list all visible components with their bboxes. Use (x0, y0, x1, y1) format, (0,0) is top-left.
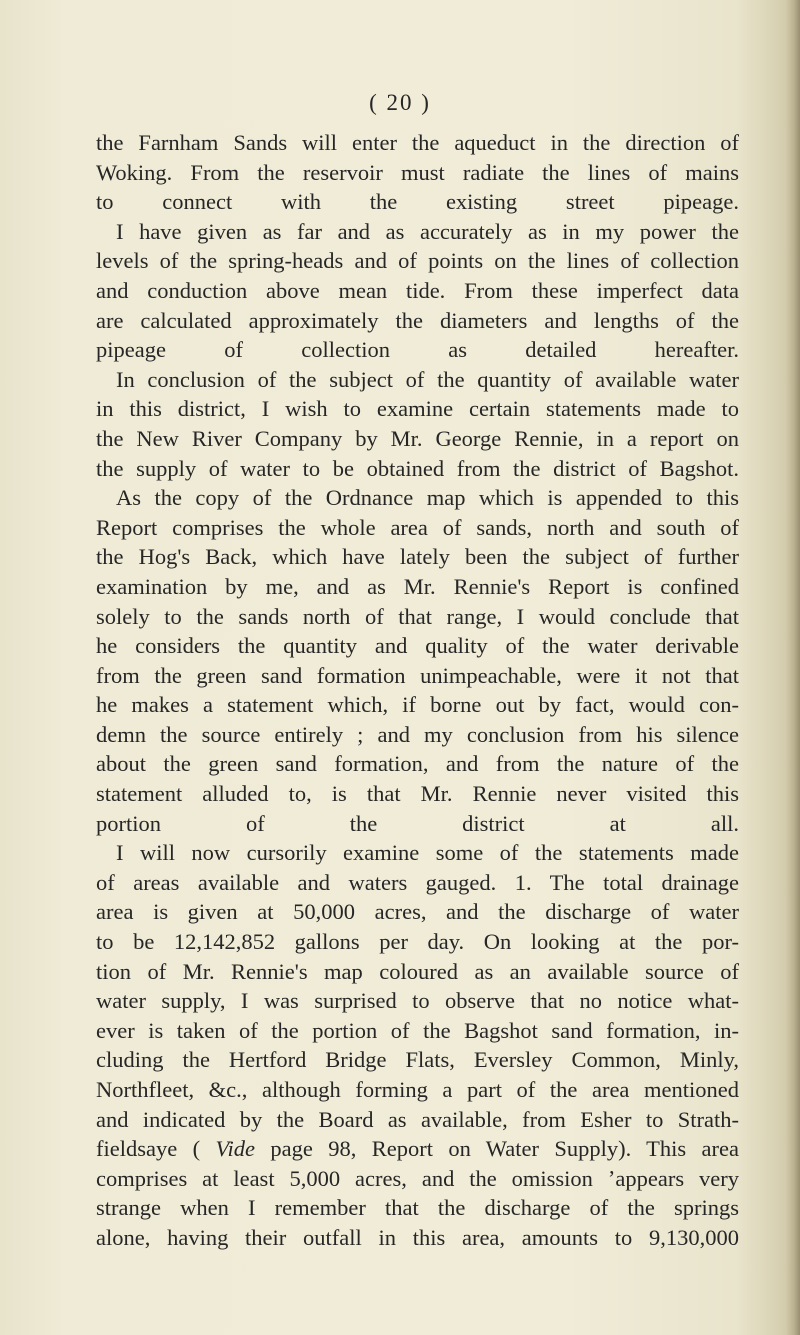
text-line: of areas available and waters gauged. 1. The total drainage (96, 869, 739, 895)
text-line: and indicated by the Board as available, from Esher to Strath- (96, 1106, 739, 1132)
text-line: water supply, I was surprised to observe that no notice what- (96, 988, 739, 1014)
text-line: Woking. From the reservoir must radiate the lines of mains (96, 159, 739, 185)
text-line: tion of Mr. Rennie's map coloured as an available source of (96, 958, 739, 984)
text-line: I will now cursorily examine some of the statements made (116, 840, 739, 866)
text-line: the Hog's Back, which have lately been the subject of further (96, 544, 739, 570)
text-line: statement alluded to, is that Mr. Rennie never visited this (96, 781, 739, 807)
text-line: are calculated approximately the diameters and lengths of the (96, 307, 739, 333)
text-line: about the green sand formation, and from the nature of the (96, 751, 739, 777)
text-line: to be 12,142,852 gallons per day. On looking at the por- (96, 929, 739, 955)
text-line: comprises at least 5,000 acres, and the omission ʼappears very (96, 1165, 739, 1191)
text-line: from the green sand formation unimpeachable, were it not that (96, 662, 739, 688)
text-line: he considers the quantity and quality of the water derivable (96, 633, 739, 659)
text-line: demn the source entirely ; and my conclusion from his silence (96, 721, 739, 747)
text-line: I have given as far and as accurately as in my power the (116, 218, 739, 244)
body-text (96, 128, 739, 1253)
page-number: ( 20 ) (369, 90, 431, 115)
text-line: Report comprises the whole area of sands, north and south of (96, 514, 739, 540)
text-line: levels of the spring-heads and of points on the lines of collection (96, 248, 739, 274)
text-line: pipeage of collection as detailed hereafter. (96, 337, 739, 363)
text-line: fieldsaye ( Vide page 98, Report on Water Supply). This area (96, 1136, 739, 1162)
text-line: cluding the Hertford Bridge Flats, Eversley Common, Minly, (96, 1047, 739, 1073)
text-line: and conduction above mean tide. From these imperfect data (96, 277, 739, 303)
text-line: In conclusion of the subject of the quantity of available water (116, 366, 739, 392)
text-line: Northfleet, &c., although forming a part of the area mentioned (96, 1077, 739, 1102)
text-line: area is given at 50,000 acres, and the discharge of water (96, 899, 739, 925)
text-line: the supply of water to be obtained from the district of Bagshot. (96, 455, 739, 481)
text-line: to connect with the existing street pipeage. (96, 189, 739, 215)
text-line: portion of the district at all. (96, 810, 739, 836)
text-line: in this district, I wish to examine certain statements made to (96, 396, 739, 422)
text-line: strange when I remember that the discharge of the springs (96, 1195, 739, 1221)
text-line: ever is taken of the portion of the Bagshot sand formation, in- (96, 1017, 739, 1043)
text-line: alone, having their outfall in this area, amounts to 9,130,000 (96, 1224, 739, 1250)
text-line: examination by me, and as Mr. Rennie's Report is confined (96, 573, 739, 599)
text-line: he makes a statement which, if borne out by fact, would con- (96, 692, 739, 718)
page-edge-shadow (786, 0, 800, 1335)
text-line: As the copy of the Ordnance map which is appended to this (116, 485, 739, 511)
text-line: solely to the sands north of that range, I would conclude that (96, 603, 739, 629)
text-line: the New River Company by Mr. George Rennie, in a report on (96, 425, 739, 451)
text-line: the Farnham Sands will enter the aqueduct in the direction of (96, 130, 739, 155)
